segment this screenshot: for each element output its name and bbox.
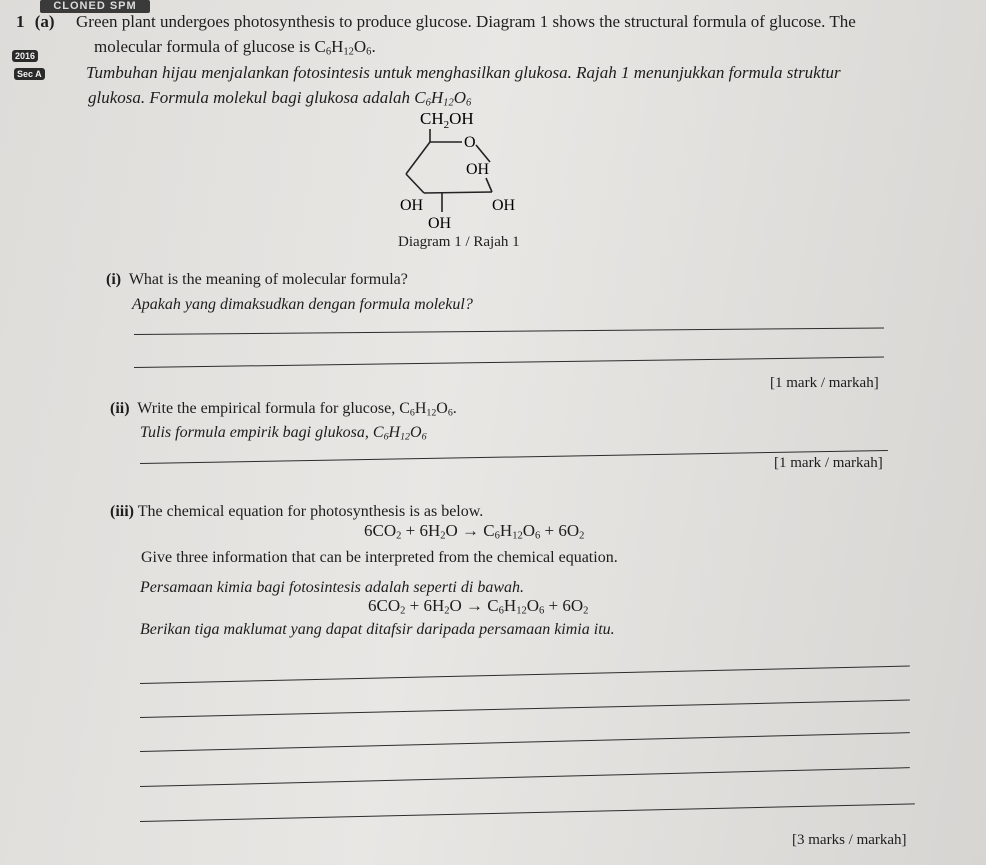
answer-line-iii-5[interactable] <box>140 803 915 822</box>
answer-line-i-1[interactable] <box>134 327 884 335</box>
part-ii-malay: Tulis formula empirik bagi glukosa, $C_6H_{12}O_6$ <box>140 424 427 443</box>
part-i-english: (i) What is the meaning of molecular formula? <box>106 271 408 288</box>
oh-bottom-label: OH <box>428 215 452 232</box>
oh-ring-right-label: OH <box>466 161 490 178</box>
intro-malay-line-1: Tumbuhan hijau menjalankan fotosintesis untuk menghasilkan glukosa. Rajah 1 menunjukkan formula struktur <box>86 63 841 82</box>
cloned-spm-stamp: CLONED SPM <box>40 0 150 13</box>
glucose-structure-diagram <box>380 100 580 250</box>
part-i-marks: [1 mark / markah] <box>770 375 879 391</box>
part-ii-marks: [1 mark / markah] <box>774 455 883 471</box>
part-ii-english: (ii) Write the empirical formula for glucose, $C_6H_{12}O_6$. <box>110 400 457 419</box>
part-iii-malay: Persamaan kimia bagi fotosintesis adalah seperti di bawah. <box>140 579 524 596</box>
part-iii-instruction-english: Give three information that can be interpreted from the chemical equation. <box>141 549 618 566</box>
part-iii-marks: [3 marks / markah] <box>792 832 907 848</box>
ring-oxygen-label: O <box>464 134 476 151</box>
oh-left-label: OH <box>400 197 424 214</box>
intro-english-line-1: Green plant undergoes photosynthesis to produce glucose. Diagram 1 shows the structural formula of glucose. The <box>76 12 856 31</box>
answer-line-i-2[interactable] <box>134 357 884 368</box>
answer-line-iii-2[interactable] <box>140 700 910 718</box>
intro-malay-line-2: glukosa. Formula molekul bagi glukosa adalah $C_6H_{12}O_6$ <box>88 88 472 109</box>
photosynthesis-equation-1: $6CO_2 + 6H_2O \to C_6H_{12}O_6 + 6O_2$ <box>364 521 585 542</box>
oh-right-label: OH <box>492 197 516 214</box>
intro-english-line-2: molecular formula of glucose is $C_6H_{12}O_6$. <box>94 37 376 58</box>
answer-line-iii-4[interactable] <box>140 767 910 787</box>
year-badge: 2016 <box>12 50 38 62</box>
part-iii-instruction-malay: Berikan tiga maklumat yang dapat ditafsir daripada persamaan kimia itu. <box>140 621 615 638</box>
answer-line-iii-3[interactable] <box>140 732 910 752</box>
question-number: 1 (a) <box>16 12 55 31</box>
diagram-caption: Diagram 1 / Rajah 1 <box>398 234 520 250</box>
section-badge: Sec A <box>14 68 45 80</box>
ch2oh-label: $CH_2OH$ <box>420 109 474 131</box>
answer-line-iii-1[interactable] <box>140 666 910 684</box>
photosynthesis-equation-2: $6CO_2 + 6H_2O \to C_6H_{12}O_6 + 6O_2$ <box>368 596 589 617</box>
part-iii-english: (iii) The chemical equation for photosynthesis is as below. <box>110 503 484 520</box>
part-i-malay: Apakah yang dimaksudkan dengan formula molekul? <box>132 296 473 313</box>
